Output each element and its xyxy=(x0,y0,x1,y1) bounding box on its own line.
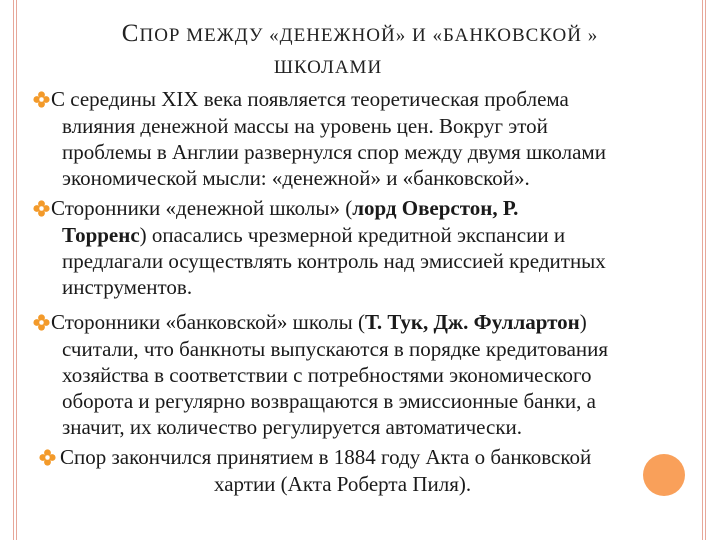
bullet-3-text: Сторонники «банковской» школы ( xyxy=(51,310,366,334)
bullet-2-line xyxy=(62,222,606,248)
bullet-1-line: влияния денежной массы на уровень цен. Вокруг этой xyxy=(62,114,548,138)
bullet-1-line: С середины XIX века появляется теоретическая проблема xyxy=(51,87,569,111)
bullet-1-line: экономической мысли: «денежной» и «банковской». xyxy=(62,166,530,190)
bullet-3-line: оборота и регулярно возвращаются в эмиссионные банки, а xyxy=(62,389,596,413)
slide-title xyxy=(40,20,680,48)
right-frame-border xyxy=(702,0,706,540)
slide-title-line2: ШКОЛАМИ xyxy=(273,57,383,78)
bullet-4-line: хартии (Акта Роберта Пиля). xyxy=(214,472,472,496)
flower-bullet-icon xyxy=(39,449,56,466)
bullet-item-4-cont xyxy=(214,471,471,497)
bullet-item-1-cont xyxy=(62,113,606,191)
decorative-circle xyxy=(643,454,685,496)
bullet-item-2 xyxy=(51,195,518,221)
bullet-3-line: хозяйства в соответствии с потребностями экономического xyxy=(62,363,592,387)
bullet-4-line: Спор закончился принятием в 1884 году Акта о банковской xyxy=(60,445,592,469)
title-line1: ПОР МЕЖДУ «ДЕНЕЖНОЙ» И «БАНКОВСКОЙ » xyxy=(139,25,599,46)
bullet-item-3 xyxy=(51,309,587,335)
bullet-1-line: проблемы в Англии развернулся спор между двумя школами xyxy=(62,140,606,164)
bullet-2-line: предлагали осуществлять контроль над эмиссией кредитных xyxy=(62,249,606,273)
bullet-3-names: Т. Тук, Дж. Фуллартон xyxy=(365,310,580,334)
flower-bullet-icon xyxy=(33,91,50,108)
bullet-item-4 xyxy=(60,444,591,470)
bullet-3-line: значит, их количество регулируется автоматически. xyxy=(62,415,523,439)
flower-bullet-icon xyxy=(33,314,50,331)
bullet-3-text: ) xyxy=(579,310,587,334)
bullet-2-text: ) опасались чрезмерной кредитной экспансии и xyxy=(139,223,566,247)
bullet-2-line: инструментов. xyxy=(62,275,193,299)
flower-bullet-icon xyxy=(33,200,50,217)
title-cap-letter: С xyxy=(121,20,140,47)
bullet-2-names: Торренс xyxy=(62,223,140,247)
bullet-item-3-cont xyxy=(62,336,608,440)
left-frame-border xyxy=(13,0,17,540)
bullet-3-line: считали, что банкноты выпускаются в порядке кредитования xyxy=(62,337,609,361)
bullet-2-line xyxy=(51,195,518,221)
bullet-2-text: Сторонники «денежной школы» ( xyxy=(51,196,353,220)
bullet-item-1 xyxy=(51,86,569,112)
bullet-item-2-cont xyxy=(62,222,606,300)
bullet-2-names: лорд Оверстон, Р. xyxy=(352,196,519,220)
bullet-3-line xyxy=(51,309,587,335)
